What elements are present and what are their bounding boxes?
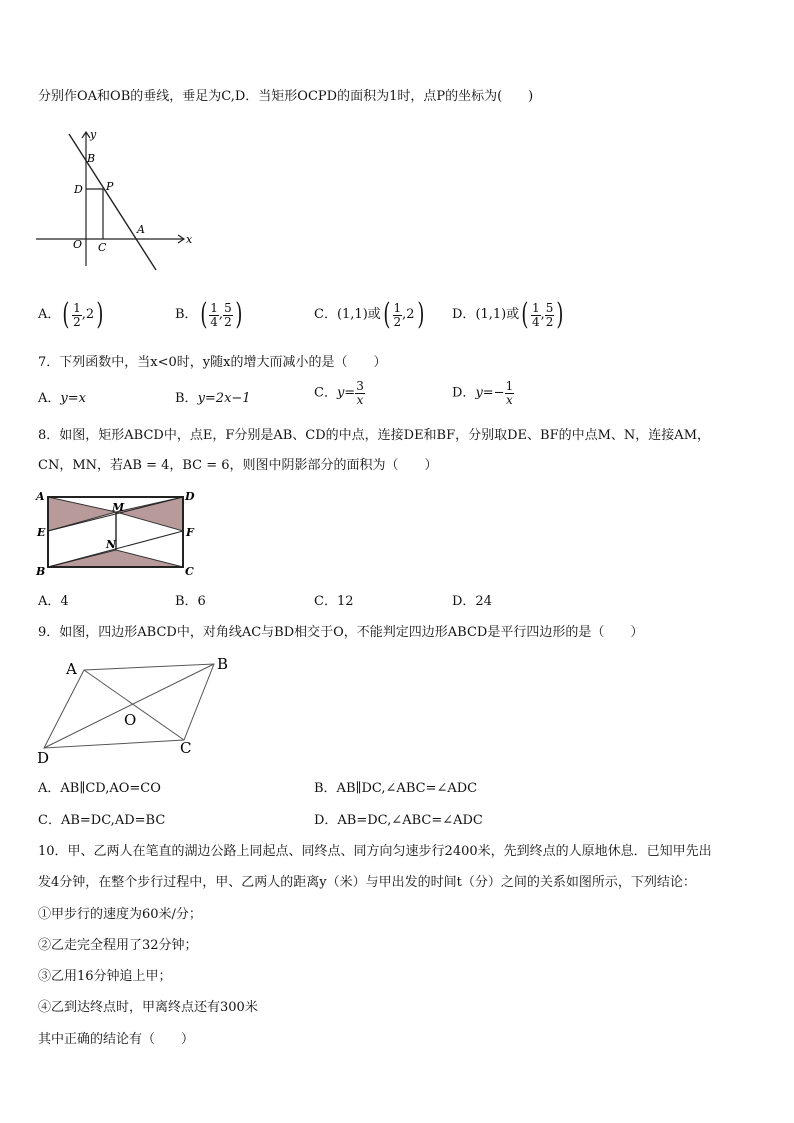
q10-statement-1: ①甲步行的速度为60米/分；: [38, 907, 202, 922]
q10-stem-line1: 10．甲、乙两人在笔直的湖边公路上同起点、同终点、同方向匀速步行2400米，先到终点的人原地休息．已知甲先出: [38, 844, 712, 859]
fig8-label-B: B: [36, 565, 46, 578]
q8-stem-line1: 8．如图，矩形ABCD中，点E，F分别是AB、CD的中点，连接DE和BF，分别取DE、BF的中点M、N，连接AM，: [38, 428, 711, 443]
q10-statement-2: ②乙走完全程用了32分钟；: [38, 938, 198, 953]
fig9-label-B: B: [217, 655, 229, 673]
q8-stem-line2: CN，MN，若AB = 4，BC = 6，则图中阴影部分的面积为（ ）: [38, 458, 438, 473]
q6-option-b: B．( $\frac{1}{4}$ , $\frac{5}{2}$ ): [175, 297, 243, 332]
fig6-label-C: C: [98, 241, 107, 254]
q9-option-d: D．AB=DC,∠ABC=∠ADC: [314, 813, 483, 828]
fig8-label-A: A: [36, 490, 45, 503]
q7-option-d: D．y=− $\frac{1}{x}$: [452, 379, 514, 407]
fig6-label-B: B: [87, 152, 96, 165]
q9-parallelogram-figure: [34, 652, 244, 767]
q7-option-a: A．y=x: [38, 391, 86, 406]
fig6-label-D: D: [74, 183, 83, 196]
q8-option-b: B．6: [175, 594, 206, 609]
q10-statement-3: ③乙用16分钟追上甲；: [38, 969, 172, 984]
q9-option-b: B．AB∥DC,∠ABC=∠ADC: [314, 781, 478, 796]
fig6-label-O: O: [73, 238, 83, 251]
fig9-label-A: A: [66, 660, 77, 678]
q6-stem: 分别作OA和OB的垂线，垂足为C,D．当矩形OCPD的面积为1时，点P的坐标为( ): [38, 89, 534, 104]
q8-option-a: A．4: [38, 594, 69, 609]
q9-option-a: A．AB∥CD,AO=CO: [38, 781, 161, 796]
q6-option-c: C．(1,1)或( $\frac{1}{2}$ ,2): [314, 297, 424, 332]
fig8-label-N: N: [106, 538, 117, 551]
q10-stem-line2: 发4分钟，在整个步行过程中，甲、乙两人的距离y（米）与甲出发的时间t（分）之间的关系如图所示，下列结论：: [38, 875, 696, 890]
fig8-label-M: M: [112, 501, 125, 514]
q10-end: 其中正确的结论有（ ）: [38, 1032, 195, 1047]
fig8-label-F: F: [186, 526, 194, 539]
q7-stem: 7．下列函数中，当x<0时，y随x的增大而减小的是（ ）: [38, 355, 387, 370]
fig9-label-C: C: [180, 739, 192, 757]
fig8-label-D: D: [185, 490, 195, 503]
q6-option-d: D．(1,1)或( $\frac{1}{4}$ , $\frac{5}{2}$ ): [452, 297, 564, 332]
q8-option-d: D．24: [452, 594, 492, 609]
fig6-label-x: x: [186, 233, 193, 246]
q10-statement-4: ④乙到达终点时，甲离终点还有300米: [38, 1000, 258, 1015]
q6-option-a: A．( $\frac{1}{2}$ ,2): [38, 297, 104, 332]
q8-option-c: C．12: [314, 594, 354, 609]
fig6-label-y: y: [90, 128, 97, 141]
q6-coordinate-figure: [34, 124, 194, 276]
fig6-label-A: A: [137, 223, 145, 236]
fig8-label-E: E: [37, 526, 46, 539]
fig9-label-D: D: [37, 749, 50, 767]
fig8-label-C: C: [185, 565, 194, 578]
fig6-label-P: P: [106, 180, 114, 193]
q7-option-b: B．y=2x−1: [175, 391, 251, 406]
fig9-label-O: O: [124, 711, 137, 729]
q9-stem: 9．如图，四边形ABCD中，对角线AC与BD相交于O，不能判定四边形ABCD是平行四边形的是（ ）: [38, 625, 644, 640]
q8-rectangle-figure: [34, 488, 204, 580]
q7-option-c: C．y= $\frac{3}{x}$: [314, 379, 364, 407]
q9-option-c: C．AB=DC,AD=BC: [38, 813, 166, 828]
